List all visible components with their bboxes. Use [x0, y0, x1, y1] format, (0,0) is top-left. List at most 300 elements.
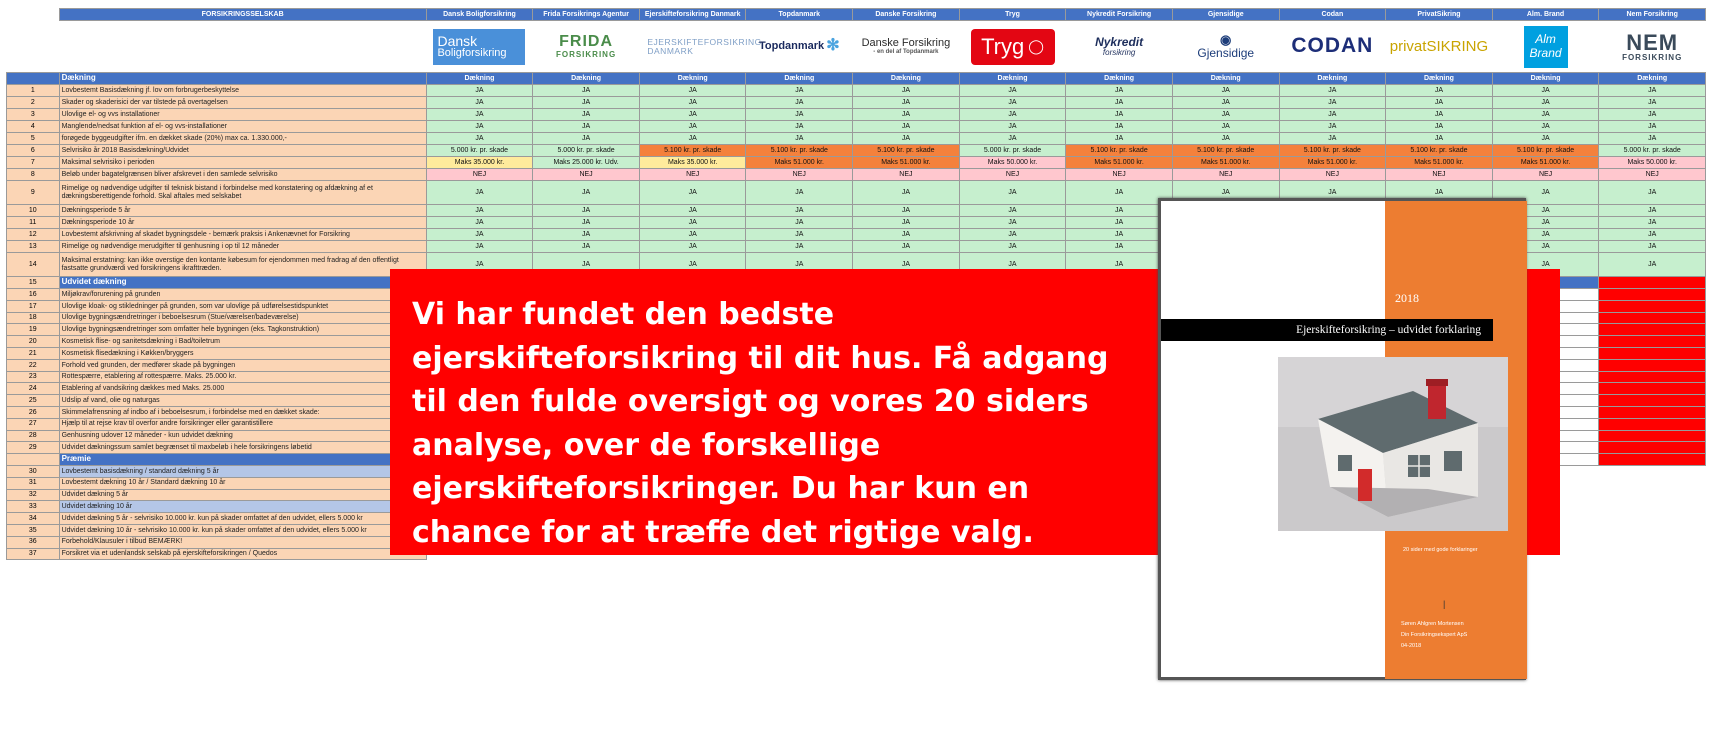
cell-value: 5.100 kr. pr. skade: [853, 145, 960, 157]
row-number: 12: [7, 229, 60, 241]
row-number: 23: [7, 371, 60, 383]
row-number: 28: [7, 430, 60, 442]
row-label: Udvidet dækning 5 år: [59, 489, 426, 501]
cell-value: JA: [746, 229, 853, 241]
row-number: 24: [7, 383, 60, 395]
row-label: Maksimal erstatning: kan ikke overstige den kontante købesum for ejendommen med fradrag af den offentligt fastsatte grundværdi ved forsikringens ikrafttræden.: [59, 253, 426, 277]
cell-value: 5.100 kr. pr. skade: [1492, 145, 1599, 157]
row-number: 3: [7, 109, 60, 121]
row-number: 34: [7, 513, 60, 525]
logo-blank: [59, 21, 426, 73]
cell-value: JA: [746, 121, 853, 133]
row-label: Forbehold/Klausuler i tilbud BEMÆRK!: [59, 536, 426, 548]
ejer-logo[interactable]: [639, 21, 762, 73]
cell-value: JA: [533, 229, 640, 241]
cell-value: JA: [533, 97, 640, 109]
promo-text: Vi har fundet den bedste ejerskifteforsikring til dit hus. Få adgang til den fulde oversigt og vores 20 siders analyse, over de forskellige ejerskifteforsikringer. Du har kun en chance for at træffe det rigtige valg.: [412, 297, 1109, 550]
company-header[interactable]: Ejerskifteforsikring Danmark: [639, 9, 746, 21]
cell-value: JA: [746, 241, 853, 253]
row-number: 33: [7, 501, 60, 513]
cell-value: JA: [426, 229, 533, 241]
cell-empty: [1599, 395, 1706, 407]
row-label: Ulovlige bygningsændretringer i beboelsesrum (Stue/værelser/badeværelse): [59, 312, 426, 324]
report-cover[interactable]: [1158, 198, 1526, 680]
cell-value: JA: [959, 181, 1066, 205]
row-number: 17: [7, 300, 60, 312]
cell-value: Maks 51.000 kr.: [1386, 157, 1493, 169]
cell-value: JA: [1599, 85, 1706, 97]
cell-value: JA: [1066, 121, 1173, 133]
cell-value: JA: [746, 253, 853, 277]
cell-value: JA: [1066, 181, 1173, 205]
author-company: Din Forsikringsekspert ApS: [1401, 632, 1468, 638]
cell-value: Maks 51.000 kr.: [1492, 157, 1599, 169]
row-number: 7: [7, 157, 60, 169]
cell-value: JA: [1599, 97, 1706, 109]
company-header[interactable]: Alm. Brand: [1492, 9, 1599, 21]
cell-empty: [1599, 289, 1706, 301]
cell-value: JA: [1172, 85, 1279, 97]
row-label: Skader og skaderisici der var tilstede på overtagelsen: [59, 97, 426, 109]
cell-value: JA: [1492, 241, 1599, 253]
cell-value: JA: [1279, 181, 1386, 205]
row-label: Ulovlige kloak- og stikledninger på grunden, som var ulovlige på udførelsestidspunktet: [59, 300, 426, 312]
column-header: Dækning: [746, 73, 853, 85]
cell-empty: [1599, 513, 1706, 525]
cell-value: JA: [1386, 121, 1493, 133]
row-number: 26: [7, 406, 60, 418]
report-title: Ejerskifteforsikring – udvidet forklaring: [1161, 319, 1493, 341]
cell-value: JA: [746, 217, 853, 229]
cell-value: JA: [746, 133, 853, 145]
company-header[interactable]: Dansk Boligforsikring: [426, 9, 533, 21]
cell-value: Maks 35.000 kr.: [639, 157, 746, 169]
cell-value: JA: [1279, 97, 1386, 109]
author-date: 04-2018: [1401, 643, 1422, 649]
column-header: Dækning: [1386, 73, 1493, 85]
cell-empty: [1599, 359, 1706, 371]
cell-value: 5.100 kr. pr. skade: [1279, 145, 1386, 157]
header-blank: [7, 9, 60, 21]
cell-value: JA: [1492, 253, 1599, 277]
logo-text: Danske Forsikring: [861, 36, 951, 49]
cell-value: JA: [1492, 229, 1599, 241]
cell-value: JA: [1492, 85, 1599, 97]
row-number: 18: [7, 312, 60, 324]
cell-value: JA: [853, 229, 960, 241]
cell-empty: [1599, 489, 1706, 501]
table-row: [7, 97, 1706, 109]
cell-value: JA: [533, 181, 640, 205]
cell-empty: [1599, 312, 1706, 324]
cell-value: 5.100 kr. pr. skade: [639, 145, 746, 157]
cell-value: JA: [1492, 217, 1599, 229]
cell-value: JA: [1066, 253, 1173, 277]
row-label: Beløb under bagatelgrænsen bliver afskrevet i den samlede selvrisiko: [59, 169, 426, 181]
header-title: FORSIKRINGSSELSKAB: [59, 9, 426, 21]
cell-value: JA: [1386, 181, 1493, 205]
cell-value: JA: [959, 217, 1066, 229]
cell-value: JA: [533, 253, 640, 277]
logo-text: Tryg: [981, 33, 1025, 59]
row-label: Lovbestemt dækning 10 år / Standard dækning 10 år: [59, 477, 426, 489]
alm-brand-logo[interactable]: [1492, 21, 1599, 73]
cell-value: JA: [959, 121, 1066, 133]
company-header[interactable]: Nem Forsikring: [1599, 9, 1706, 21]
row-number: 27: [7, 418, 60, 430]
cell-value: Maks 51.000 kr.: [853, 157, 960, 169]
cell-value: JA: [959, 109, 1066, 121]
cell-value: JA: [1599, 133, 1706, 145]
cell-value: JA: [639, 85, 746, 97]
cell-value: NEJ: [1386, 169, 1493, 181]
row-number: 31: [7, 477, 60, 489]
logo-text: Dansk: [437, 33, 478, 49]
cell-value: Maks 51.000 kr.: [1172, 157, 1279, 169]
cell-value: JA: [853, 205, 960, 217]
cell-value: 5.000 kr. pr. skade: [426, 145, 533, 157]
row-label: Kosmetisk flise- og sanitetsdækning i Bad/toiletrum: [59, 336, 426, 348]
column-header: Dækning: [533, 73, 640, 85]
row-label: Lovbestemt afskrivning af skadet bygningsdele - bemærk praksis i Ankenævnet for Forsikring: [59, 229, 426, 241]
row-number: 30: [7, 465, 60, 477]
cell-value: JA: [959, 133, 1066, 145]
row-number: 9: [7, 181, 60, 205]
row-label: Lovbestemt basisdækning / standard dækning 5 år: [59, 465, 426, 477]
table-row: [7, 109, 1706, 121]
cell-value: JA: [1492, 205, 1599, 217]
cell-value: JA: [1599, 181, 1706, 205]
cell-value: JA: [746, 85, 853, 97]
cell-value: NEJ: [1599, 169, 1706, 181]
cell-value: JA: [1066, 133, 1173, 145]
text-cursor: |: [1443, 599, 1446, 609]
row-number: 13: [7, 241, 60, 253]
row-number: 10: [7, 205, 60, 217]
cell-value: JA: [639, 217, 746, 229]
logo-text: NEM: [1626, 29, 1679, 55]
cell-value: JA: [1066, 241, 1173, 253]
cell-value: JA: [959, 205, 1066, 217]
cell-value: Maks 51.000 kr.: [1279, 157, 1386, 169]
cell-empty: [1599, 418, 1706, 430]
cell-value: JA: [426, 253, 533, 277]
codan-logo[interactable]: [1279, 21, 1386, 73]
cell-value: JA: [1066, 229, 1173, 241]
cell-value: JA: [1386, 109, 1493, 121]
cell-value: JA: [1172, 109, 1279, 121]
cell-value: 5.000 kr. pr. skade: [959, 145, 1066, 157]
cell-value: JA: [853, 121, 960, 133]
row-number: 8: [7, 169, 60, 181]
cell-value: JA: [639, 205, 746, 217]
cell-empty: [1599, 465, 1706, 477]
row-label: Forsikret via et udenlandsk selskab på ejerskifteforsikringen / Quedos: [59, 548, 426, 560]
cell-value: 5.100 kr. pr. skade: [1172, 145, 1279, 157]
section-title: Præmie: [59, 454, 426, 466]
cell-value: 5.100 kr. pr. skade: [746, 145, 853, 157]
row-number: 36: [7, 536, 60, 548]
row-number: 20: [7, 336, 60, 348]
cell-value: JA: [853, 109, 960, 121]
cell-empty: [1599, 324, 1706, 336]
cell-value: JA: [533, 121, 640, 133]
cell-value: JA: [1599, 229, 1706, 241]
cell-empty: [1599, 501, 1706, 513]
column-header: Dækning: [1172, 73, 1279, 85]
row-label: Miljøkrav/forurening på grunden: [59, 289, 426, 301]
company-header[interactable]: Gjensidige: [1172, 9, 1279, 21]
cell-empty: [1599, 383, 1706, 395]
report-author: [1401, 619, 1467, 652]
cell-value: JA: [853, 253, 960, 277]
row-number: 35: [7, 524, 60, 536]
cell-empty: [1599, 454, 1706, 466]
row-number: 14: [7, 253, 60, 277]
row-label: Udvidet dækning 5 år - selvrisiko 10.000 kr. kun på skader omfattet af den udvidet, ellers 5.000 kr: [59, 513, 426, 525]
cell-empty: [1599, 548, 1706, 560]
author-name: Søren Ahlgren Mortensen: [1401, 621, 1464, 627]
cell-value: NEJ: [533, 169, 640, 181]
row-label: forøgede byggeudgifter ifm. en dækket skade (20%) max ca. 1.330.000,-: [59, 133, 426, 145]
cell-value: Maks 51.000 kr.: [746, 157, 853, 169]
cell-value: JA: [959, 85, 1066, 97]
cell-value: JA: [1066, 217, 1173, 229]
cell-value: JA: [533, 241, 640, 253]
logo-text: EJERSKIFTEFORSIKRING: [647, 36, 762, 47]
topdanmark-logo[interactable]: Topdanmark ✻: [746, 21, 853, 73]
cell-value: Maks 35.000 kr.: [426, 157, 533, 169]
cell-value: JA: [1599, 253, 1706, 277]
cell-value: Maks 50.000 kr.: [959, 157, 1066, 169]
column-header: Dækning: [1492, 73, 1599, 85]
row-label: Dækningsperiode 10 år: [59, 217, 426, 229]
table-row: [7, 145, 1706, 157]
cell-value: JA: [426, 217, 533, 229]
cell-value: Maks 50.000 kr.: [1599, 157, 1706, 169]
cell-value: JA: [1172, 181, 1279, 205]
row-label: Selvrisiko år 2018 Basisdækning/Udvidet: [59, 145, 426, 157]
row-label: Skimmelafrensning af indbo af i beboelsesrum, i forbindelse med en dækket skade:: [59, 406, 426, 418]
cell-value: JA: [853, 241, 960, 253]
company-header[interactable]: Codan: [1279, 9, 1386, 21]
frida-logo[interactable]: [533, 21, 640, 73]
row-label: Forhold ved grunden, der medfører skade på bygningen: [59, 359, 426, 371]
cell-value: JA: [639, 121, 746, 133]
cell-value: JA: [1172, 133, 1279, 145]
cell-value: JA: [1386, 85, 1493, 97]
cell-value: NEJ: [1066, 169, 1173, 181]
cell-value: JA: [959, 253, 1066, 277]
cell-value: JA: [1172, 97, 1279, 109]
logo-text: - en del af Topdanmark: [873, 49, 939, 56]
cell-value: JA: [853, 85, 960, 97]
cell-value: JA: [1386, 97, 1493, 109]
cell-empty: [1599, 277, 1706, 289]
gjensidige-logo[interactable]: ◉ Gjensidige: [1172, 21, 1279, 73]
row-label: Hjælp til at rejse krav til overfor andre forsikringer eller garantistillere: [59, 418, 426, 430]
cell-value: JA: [1492, 109, 1599, 121]
cell-value: NEJ: [639, 169, 746, 181]
company-header[interactable]: Nykredit Forsikring: [1066, 9, 1173, 21]
cell-value: JA: [1492, 121, 1599, 133]
row-label: Udvidet dækning 10 år: [59, 501, 426, 513]
tryg-logo[interactable]: Tryg ◯: [959, 21, 1066, 73]
cell-empty: [1599, 430, 1706, 442]
cell-empty: [1599, 347, 1706, 359]
logos-row: [7, 21, 1706, 73]
logo-text: FORSIKRING: [1622, 52, 1683, 62]
cell-value: JA: [639, 181, 746, 205]
row-label: Kosmetisk flisedækning i Køkken/bryggers: [59, 347, 426, 359]
cell-value: NEJ: [426, 169, 533, 181]
cell-value: JA: [426, 205, 533, 217]
row-label: Udslip af vand, olie og naturgas: [59, 395, 426, 407]
row-label: Dækningsperiode 5 år: [59, 205, 426, 217]
cell-value: JA: [426, 181, 533, 205]
cell-value: JA: [746, 181, 853, 205]
section-daekning: [7, 73, 1706, 85]
column-header: Dækning: [1599, 73, 1706, 85]
logo-blank: [7, 21, 60, 73]
row-number: 37: [7, 548, 60, 560]
section-title: Dækning: [59, 73, 426, 85]
row-label: Udvidet dækningssum samlet begrænset til maxbeløb i hele forsikringens løbetid: [59, 442, 426, 454]
cell-empty: [1599, 442, 1706, 454]
cell-value: JA: [1279, 121, 1386, 133]
row-label: Genhusning udover 12 måneder - kun udvidet dækning: [59, 430, 426, 442]
row-number: [7, 73, 60, 85]
nem-logo[interactable]: [1599, 21, 1706, 73]
cell-value: JA: [1599, 109, 1706, 121]
danske-forsikring-logo[interactable]: [853, 21, 960, 73]
cell-value: JA: [746, 205, 853, 217]
company-header[interactable]: Topdanmark: [746, 9, 853, 21]
report-year: 2018: [1395, 291, 1419, 305]
row-label: Rimelige og nødvendige merudgifter til genhusning i op til 12 måneder: [59, 241, 426, 253]
column-header: Dækning: [853, 73, 960, 85]
row-number: 15: [7, 277, 60, 289]
row-number: 2: [7, 97, 60, 109]
column-header: Dækning: [1279, 73, 1386, 85]
cell-value: NEJ: [1492, 169, 1599, 181]
cell-value: JA: [639, 229, 746, 241]
row-number: 16: [7, 289, 60, 301]
row-number: 32: [7, 489, 60, 501]
table-row: [7, 121, 1706, 133]
header-row: [7, 9, 1706, 21]
cell-empty: [1599, 371, 1706, 383]
column-header: Dækning: [1066, 73, 1173, 85]
logo-text: Boligforsikring: [437, 47, 507, 59]
cell-value: NEJ: [746, 169, 853, 181]
logo-text: FRIDA: [559, 32, 614, 50]
cell-value: JA: [1066, 109, 1173, 121]
cell-value: JA: [639, 133, 746, 145]
promo-banner[interactable]: [390, 269, 1170, 555]
row-number: 25: [7, 395, 60, 407]
company-header[interactable]: PrivatSikring: [1386, 9, 1493, 21]
cell-value: JA: [1066, 205, 1173, 217]
cell-value: JA: [426, 97, 533, 109]
cell-value: JA: [639, 97, 746, 109]
cell-value: 5.100 kr. pr. skade: [1066, 145, 1173, 157]
column-header: Dækning: [639, 73, 746, 85]
row-label: Rottespærre, etablering af rottespærre. Maks. 25.000 kr.: [59, 371, 426, 383]
cell-value: JA: [533, 217, 640, 229]
cell-value: JA: [1279, 109, 1386, 121]
logo-text: Gjensidige: [1197, 46, 1255, 61]
cell-empty: [1599, 300, 1706, 312]
row-label: Udvidet dækning 10 år - selvrisiko 10.000 kr. kun på skader omfattet af den udvidet, ellers 5.000 kr: [59, 524, 426, 536]
cell-value: JA: [853, 97, 960, 109]
cell-value: JA: [1492, 133, 1599, 145]
cell-value: NEJ: [853, 169, 960, 181]
company-header[interactable]: Danske Forsikring: [853, 9, 960, 21]
table-row: [7, 169, 1706, 181]
cell-value: JA: [1599, 205, 1706, 217]
dansk-logo[interactable]: [426, 21, 533, 73]
cell-value: NEJ: [959, 169, 1066, 181]
cell-value: JA: [1599, 241, 1706, 253]
row-number: 29: [7, 442, 60, 454]
cell-value: JA: [426, 85, 533, 97]
row-number: 22: [7, 359, 60, 371]
cell-value: Maks 25.000 kr. Udv.: [533, 157, 640, 169]
table-row: [7, 133, 1706, 145]
logo-text: Alm: [1535, 32, 1556, 47]
cell-value: JA: [1492, 97, 1599, 109]
section-title: Udvidet dækning: [59, 277, 426, 289]
cell-value: NEJ: [1172, 169, 1279, 181]
cell-value: JA: [746, 97, 853, 109]
cell-value: NEJ: [1279, 169, 1386, 181]
cell-value: JA: [426, 241, 533, 253]
row-label: Etablering af vandsikring dækkes med Maks. 25.000: [59, 383, 426, 395]
cell-empty: [1599, 536, 1706, 548]
cell-value: JA: [1599, 217, 1706, 229]
logo-text: CODAN: [1291, 34, 1374, 58]
cell-value: JA: [1279, 133, 1386, 145]
table-row: [7, 85, 1706, 97]
column-header: Dækning: [426, 73, 533, 85]
row-number: 4: [7, 121, 60, 133]
cell-value: JA: [426, 109, 533, 121]
logo-text: DANMARK: [647, 45, 694, 56]
cell-empty: [1599, 406, 1706, 418]
cell-value: JA: [1066, 97, 1173, 109]
company-header[interactable]: Tryg: [959, 9, 1066, 21]
row-label: Manglende/nedsat funktion af el- og vvs-installationer: [59, 121, 426, 133]
row-number: 6: [7, 145, 60, 157]
privatsikring-logo[interactable]: [1386, 21, 1493, 73]
cell-value: JA: [639, 241, 746, 253]
cell-value: JA: [1492, 181, 1599, 205]
cell-value: 5.100 kr. pr. skade: [1386, 145, 1493, 157]
company-header[interactable]: Frida Forsikrings Agentur: [533, 9, 640, 21]
cell-value: JA: [1279, 85, 1386, 97]
table-row: [7, 157, 1706, 169]
row-number: 5: [7, 133, 60, 145]
cell-value: JA: [959, 97, 1066, 109]
cell-value: JA: [1386, 133, 1493, 145]
row-label: Lovbestemt Basisdækning jf. lov om forbrugerbeskyttelse: [59, 85, 426, 97]
nykredit-logo[interactable]: [1066, 21, 1173, 73]
logo-text: Brand: [1529, 45, 1562, 60]
row-number: 21: [7, 347, 60, 359]
cell-empty: [1599, 524, 1706, 536]
cell-value: JA: [533, 85, 640, 97]
